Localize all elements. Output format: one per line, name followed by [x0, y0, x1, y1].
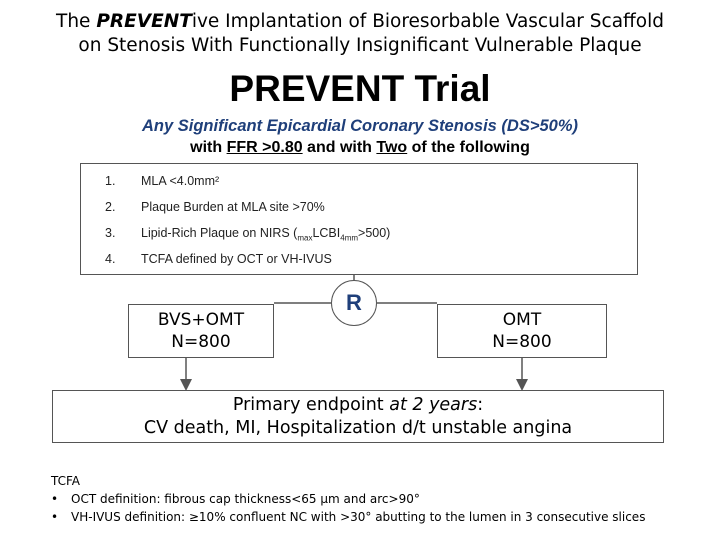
footnote-item: • OCT definition: fibrous cap thickness<65 µm and arc>90° — [51, 492, 420, 506]
footnote-tcfa — [51, 472, 645, 526]
footnote-item: • VH-IVUS definition: ≥10% confluent NC with >30° abutting to the lumen in 3 consecutive slices — [51, 510, 646, 524]
arm-name: BVS+OMT — [157, 310, 245, 330]
bullet-icon: • — [51, 492, 59, 506]
primary-endpoint-box — [52, 390, 664, 443]
arm-bvs-omt — [128, 304, 274, 358]
list-item: 3. Lipid-Rich Plaque on NIRS $(_{max}LCBI_{4mm}>500)$ — [105, 226, 391, 243]
arm-omt — [437, 304, 607, 358]
title-line-2: on Stenosis With Functionally Insignificant Vulnerable Plaque — [78, 35, 642, 56]
trial-title: PREVENT Trial — [229, 68, 491, 109]
study-full-title — [0, 10, 720, 58]
footnote-title: TCFA — [51, 474, 81, 488]
arm-name: OMT — [502, 310, 542, 330]
randomization-node: R — [331, 280, 377, 326]
endpoint-label: Primary endpoint at 2 years: — [232, 395, 484, 415]
arm-count: N=800 — [492, 332, 552, 352]
endpoint-text: CV death, MI, Hospitalization d/t unstable angina — [143, 418, 573, 438]
title-line-1: The PREVENTive Implantation of Bioresorbable Vascular Scaffold — [56, 11, 664, 32]
inclusion-criterion-main: Any Significant Epicardial Coronary Stenosis (DS>50%) — [142, 117, 578, 135]
arm-count: N=800 — [171, 332, 231, 352]
list-item: 2. Plaque Burden at MLA site >70% — [105, 200, 325, 214]
inclusion-criterion-sub: with FFR >0.80 and with Two of the following — [190, 139, 530, 156]
bullet-icon: • — [51, 510, 59, 524]
criteria-list-box — [80, 163, 638, 275]
list-item: 1. MLA <4.0mm² — [105, 174, 220, 188]
list-item: 4. TCFA defined by OCT or VH-IVUS — [105, 252, 332, 266]
